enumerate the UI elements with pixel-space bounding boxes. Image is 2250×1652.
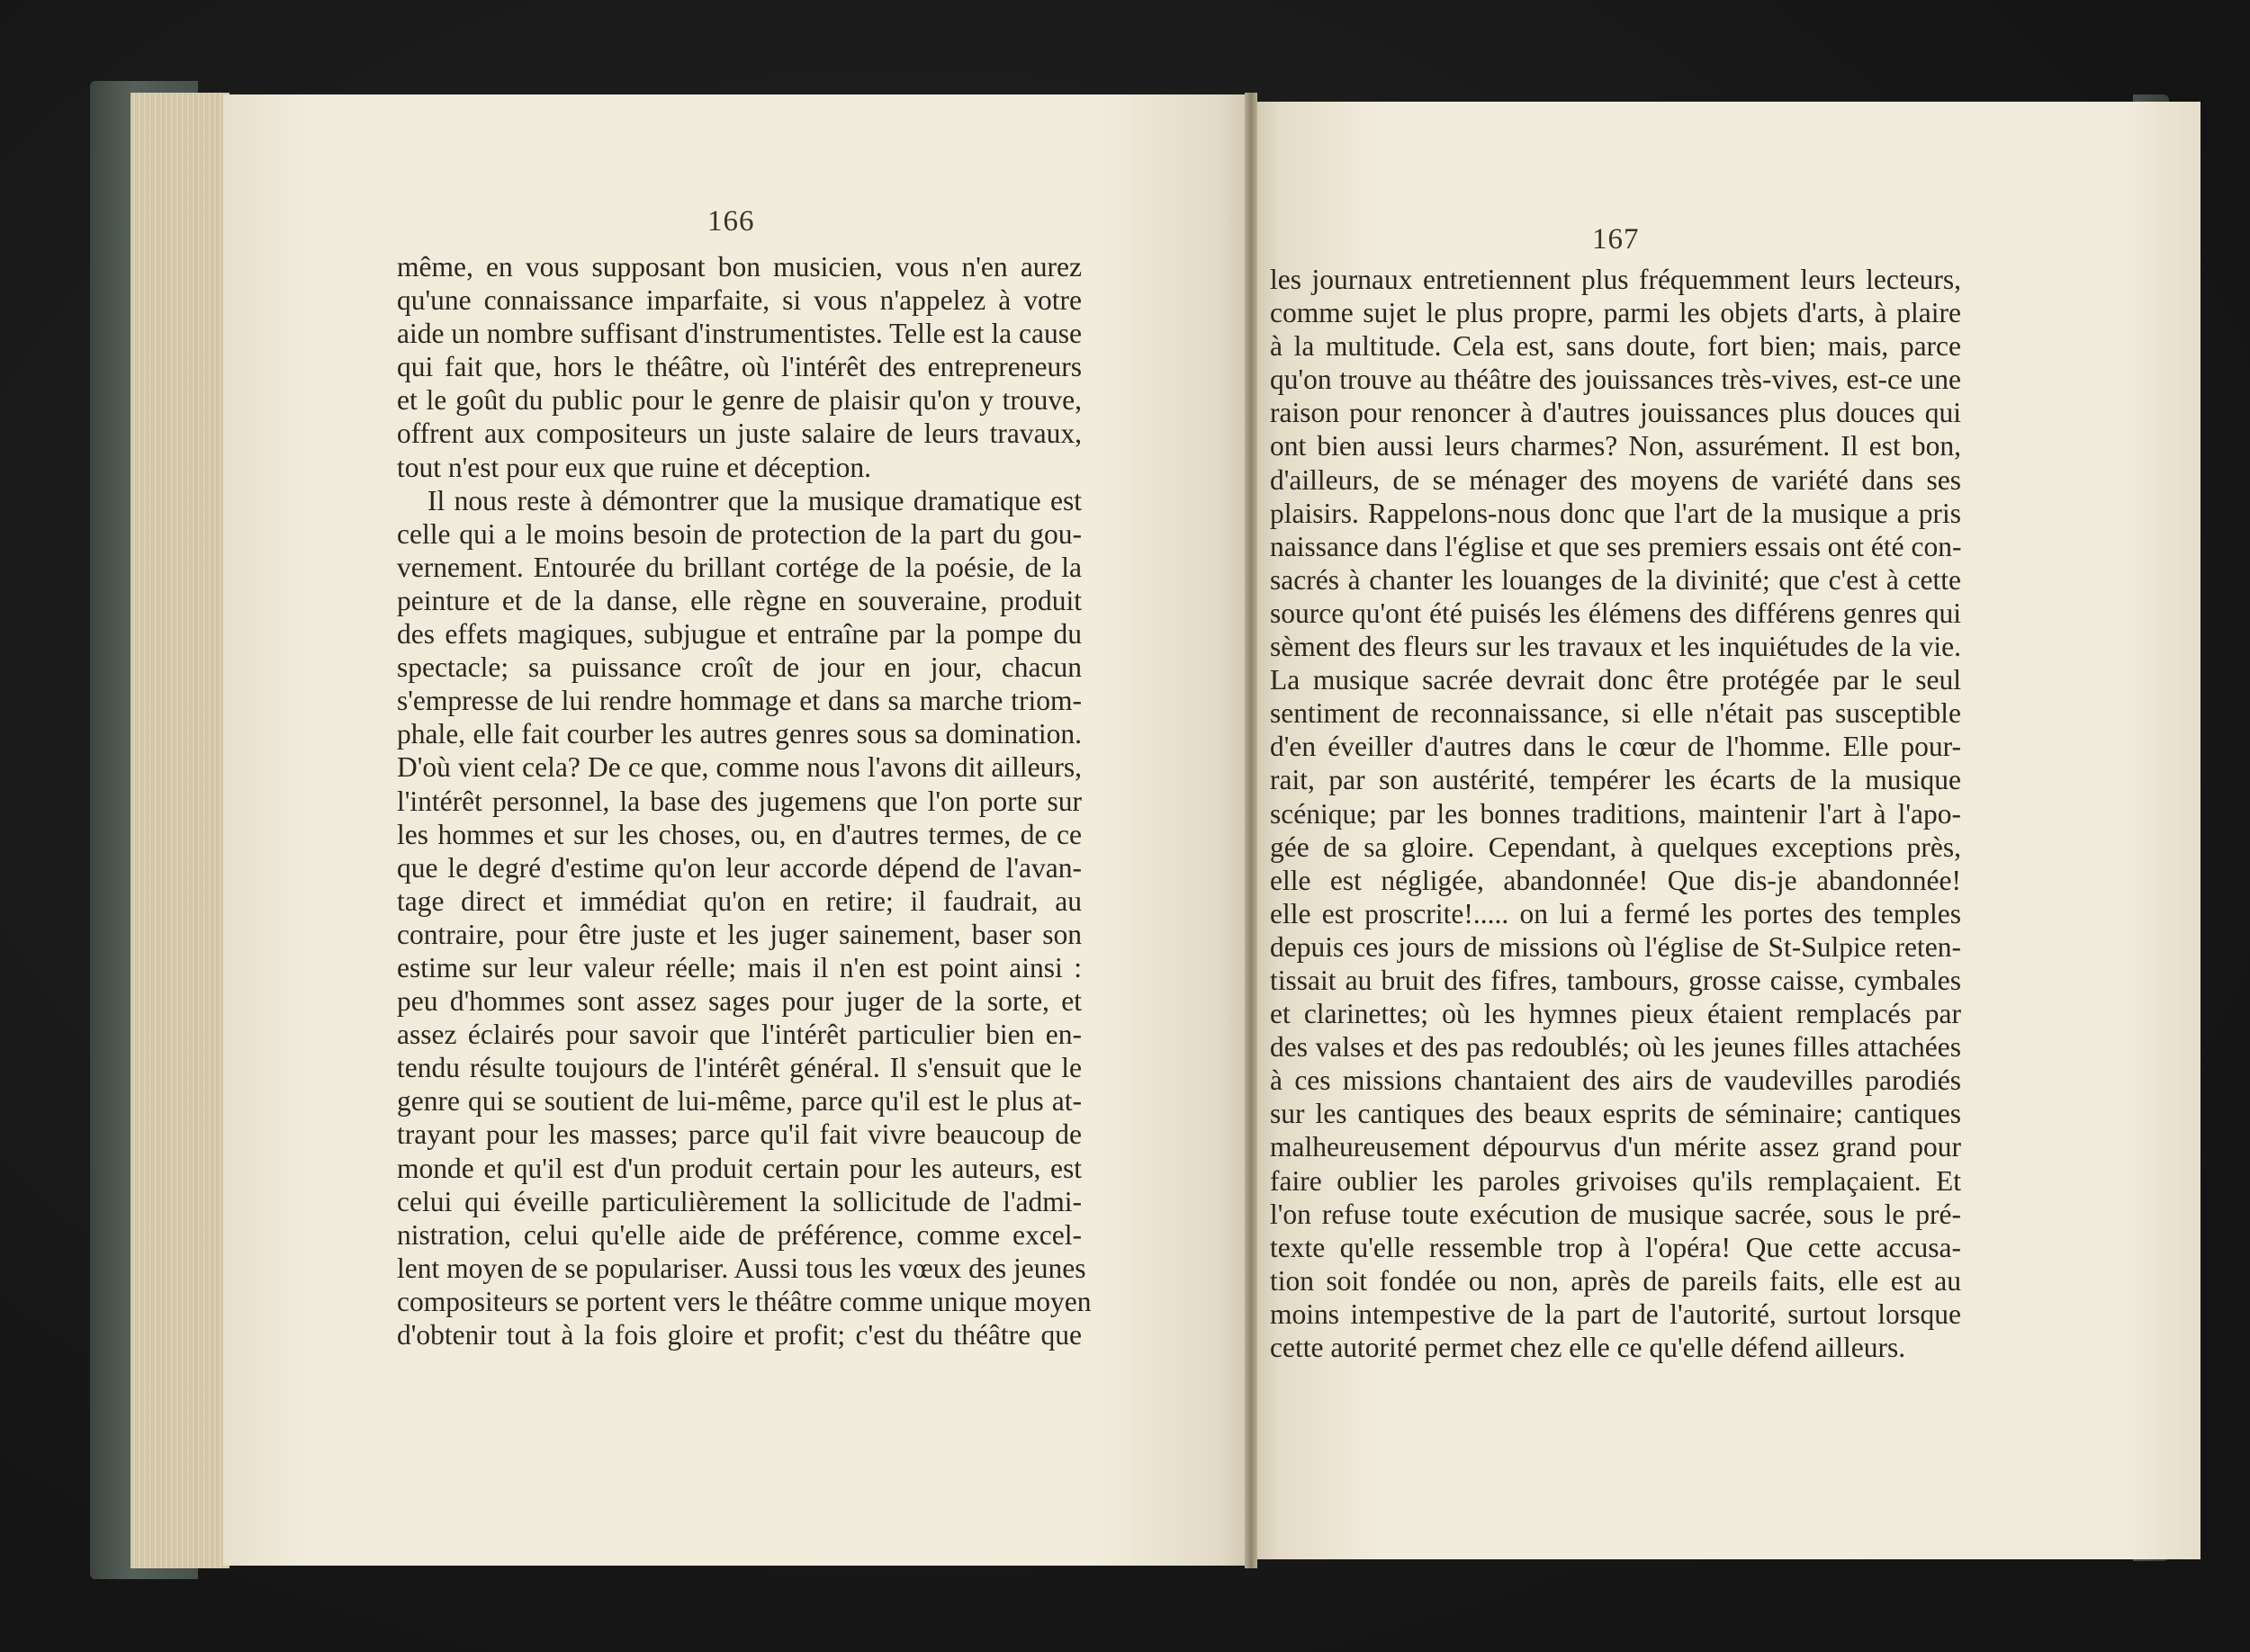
text-line: genre qui se soutient de lui-même, parce qu'il est le plus at- [397,1085,1082,1118]
text-line: gée de sa gloire. Cependant, à quelques exceptions près, [1270,830,1961,863]
text-line: rait, par son austérité, tempérer les écarts de la musique [1270,764,1961,796]
text-line: les hommes et sur les choses, ou, en d'autres termes, de ce [397,818,1082,850]
text-line: source qu'ont été puisés les élémens des différens genres qui [1270,597,1961,629]
right-page-number: 167 [1592,223,1640,256]
text-line: et clarinettes; où les hymnes pieux étaient remplacés par [1270,998,1961,1030]
text-line: des valses et des pas redoublés; où les jeunes filles attachées [1270,1031,1961,1064]
text-line: les journaux entretiennent plus fréquemment leurs lecteurs, [1270,264,1961,295]
text-line: La musique sacrée devrait donc être protégée par le seul [1270,664,1961,696]
text-line: nistration, celui qu'elle aide de préférence, comme excel- [397,1218,1082,1251]
text-line: celui qui éveille particulièrement la sollicitude de l'admi- [397,1185,1082,1217]
text-line: elle est proscrite!..... on lui a fermé les portes des temples [1270,897,1961,929]
text-line: faire oublier les paroles grivoises qu'ils remplaçaient. Et [1270,1164,1961,1197]
text-line: l'on refuse toute exécution de musique sacrée, sous le pré- [1270,1198,1961,1230]
text-line: estime sur leur valeur réelle; mais il n'en est point ainsi : [397,951,1082,983]
text-line: moins intempestive de la part de l'autorité, surtout lorsque [1270,1297,1961,1330]
text-line: elle est négligée, abandonnée! Que dis-je abandonnée! [1270,864,1961,896]
text-line: qu'une connaissance imparfaite, si vous n'appelez à votre [397,284,1082,317]
text-line: compositeurs se portent vers le théâtre comme unique moyen [397,1285,1092,1317]
text-line: contraire, pour être juste et les juger sainement, baser son [397,918,1082,950]
text-line: peu d'hommes sont assez sages pour juger de la sorte, et [397,985,1082,1018]
text-line: que le degré d'estime qu'on leur accorde dépend de l'avan- [397,851,1082,884]
text-line: naissance dans l'église et que ses premiers essais ont été con- [1270,530,1962,562]
text-line: Il nous reste à démontrer que la musique dramatique est [428,484,1082,516]
text-line: des effets magiques, subjugue et entraîne par la pompe du [397,618,1082,651]
text-line: d'en éveiller d'autres dans le cœur de l'homme. Elle pour- [1270,731,1961,763]
right-page-text [1270,263,1961,1364]
text-line: peinture et de la danse, elle règne en souveraine, produit [397,584,1082,616]
page-edges-left [130,93,230,1568]
text-line: scénique; par les bonnes traditions, maintenir l'art à l'apo- [1270,797,1961,830]
text-line: tissait au bruit des fifres, tambours, grosse caisse, cymbales [1270,964,1961,996]
text-line: même, en vous supposant bon musicien, vous n'en aurez [397,251,1082,283]
text-line: sur les cantiques des beaux esprits de séminaire; cantiques [1270,1098,1961,1130]
text-line: sèment des fleurs sur les travaux et les inquiétudes de la vie. [1270,631,1961,663]
book-gutter [1245,93,1257,1568]
text-line: d'ailleurs, de se ménager des moyens de variété dans ses [1270,463,1961,496]
text-line: assez éclairés pour savoir que l'intérêt particulier bien en- [397,1019,1082,1051]
text-line: raison pour renoncer à d'autres jouissances plus douces qui [1270,397,1961,429]
text-line: qui fait que, hors le théâtre, où l'intérêt des entrepreneurs [397,351,1082,383]
text-line: offrent aux compositeurs un juste salaire de leurs travaux, [397,417,1082,450]
text-line: qu'on trouve au théâtre des jouissances très-vives, est-ce une [1270,364,1961,396]
text-line: aide un nombre suffisant d'instrumentistes. Telle est la cause [397,318,1082,350]
text-line: cette autorité permet chez elle ce qu'elle défend ailleurs. [1270,1332,1906,1363]
text-line: sentiment de reconnaissance, si elle n'était pas susceptible [1270,697,1961,730]
text-line: tendu résulte toujours de l'intérêt général. Il s'ensuit que le [397,1052,1082,1084]
text-line: celle qui a le moins besoin de protection de la part du gou- [397,517,1082,550]
text-line: texte qu'elle ressemble trop à l'opéra! Que cette accusa- [1270,1231,1961,1263]
text-line: et le goût du public pour le genre de plaisir qu'on y trouve, [397,384,1082,417]
left-page-number: 166 [707,205,755,238]
text-line: malheureusement dépourvus d'un mérite assez grand pour [1270,1131,1961,1163]
text-line: plaisirs. Rappelons-nous donc que l'art de la musique a pris [1270,497,1961,529]
text-line: à ces missions chantaient des airs de vaudevilles parodiés [1270,1064,1961,1097]
text-line: tout n'est pour eux que ruine et déception. [397,451,872,483]
text-line: à la multitude. Cela est, sans doute, fort bien; mais, parce [1270,330,1961,363]
text-line: tion soit fondée ou non, après de pareils faits, elle est au [1270,1264,1961,1297]
text-line: D'où vient cela? De ce que, comme nous l'avons dit ailleurs, [397,751,1082,784]
text-line: depuis ces jours de missions où l'église de St-Sulpice reten- [1270,930,1961,963]
text-line: tage direct et immédiat qu'on en retire; il faudrait, au [397,884,1082,917]
left-page-text [397,250,1092,1351]
text-line: ont bien aussi leurs charmes? Non, assurément. Il est bon, [1270,430,1961,462]
text-line: l'intérêt personnel, la base des jugemens que l'on porte sur [397,785,1082,817]
text-line: vernement. Entourée du brillant cortége de la poésie, de la [397,551,1082,583]
text-line: s'empresse de lui rendre hommage et dans sa marche triom- [397,685,1082,717]
text-line: d'obtenir tout à la fois gloire et profit; c'est du théâtre que [397,1319,1082,1351]
text-line: monde et qu'il est d'un produit certain pour les auteurs, est [397,1152,1082,1184]
text-line: comme sujet le plus propre, parmi les objets d'arts, à plaire [1270,297,1961,329]
text-line: phale, elle fait courber les autres genres sous sa domination. [397,718,1082,750]
text-line: lent moyen de se populariser. Aussi tous les vœux des jeunes [397,1252,1086,1284]
text-line: spectacle; sa puissance croît de jour en jour, chacun [397,651,1082,684]
text-line: sacrés à chanter les louanges de la divinité; que c'est à cette [1270,563,1961,596]
text-line: trayant pour les masses; parce qu'il fait vivre beaucoup de [397,1118,1082,1151]
